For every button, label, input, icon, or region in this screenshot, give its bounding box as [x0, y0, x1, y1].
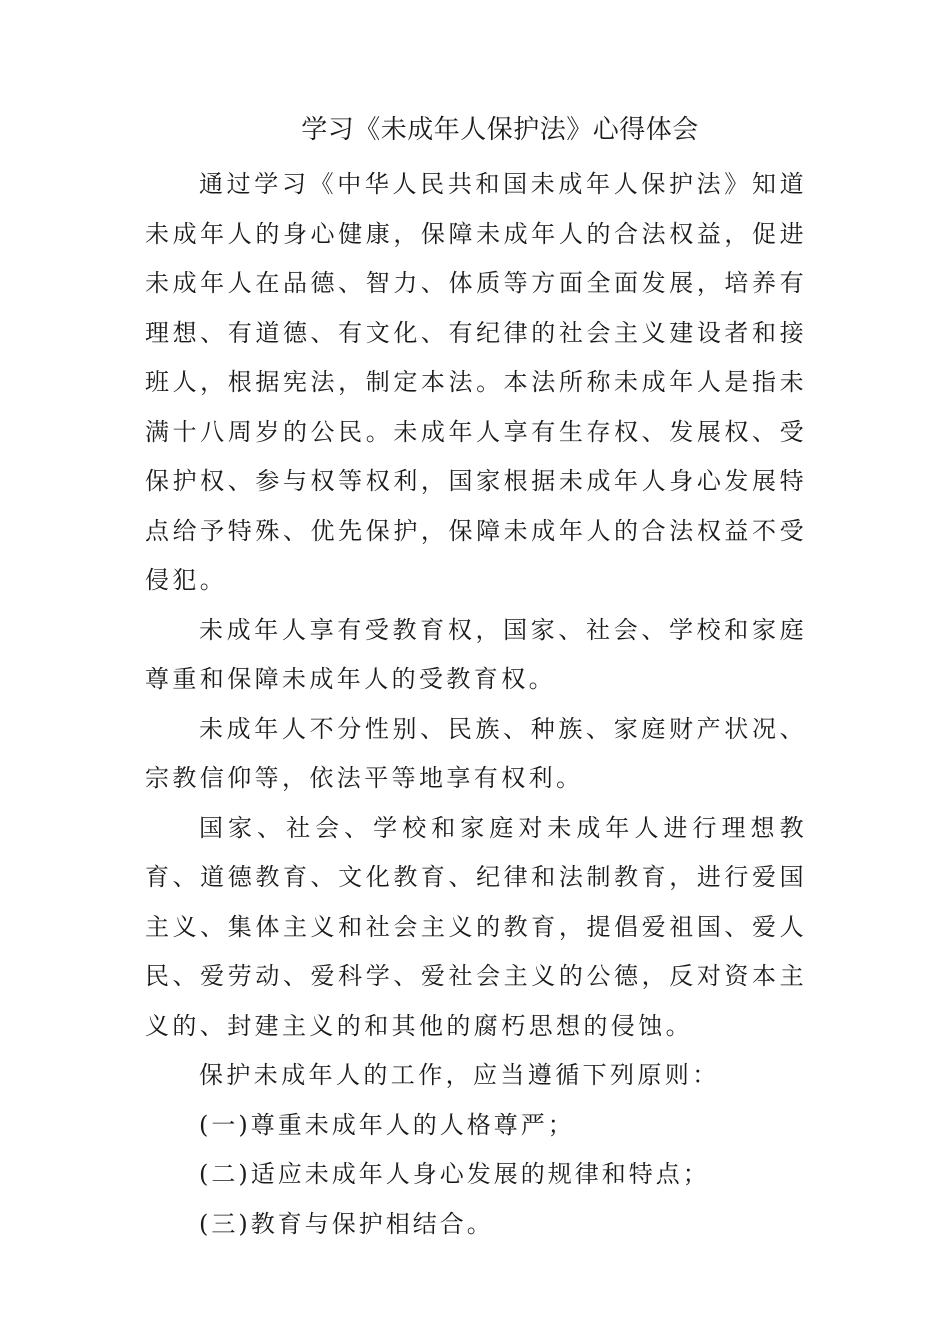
paragraph-education-right: 未成年人享有受教育权，国家、社会、学校和家庭尊重和保障未成年人的受教育权。 — [145, 615, 807, 693]
document-body — [145, 160, 807, 1249]
principle-item-3: (三)教育与保护相结合。 — [199, 1209, 494, 1238]
paragraph-intro: 通过学习《中华人民共和国未成年人保护法》知道未成年人的身心健康，保障未成年人的合法权益，促进未成年人在品德、智力、体质等方面全面发展，培养有理想、有道德、有文化、有纪律的社会主义建设者和接班人，根据宪法，制定本法。本法所称未成年人是指未满十八周岁的公民。未成年人享有生存权、发展权、受保护权、参与权等权利，国家根据未成年人身心发展特点给予特殊、优先保护，保障未成年人的合法权益不受侵犯。 — [145, 170, 807, 594]
principle-item-1: (一)尊重未成年人的人格尊严； — [199, 1110, 575, 1139]
paragraph-ideal-education: 国家、社会、学校和家庭对未成年人进行理想教育、道德教育、文化教育、纪律和法制教育，进行爱国主义、集体主义和社会主义的教育，提倡爱祖国、爱人民、爱劳动、爱科学、爱社会主义的公德，反对资本主义的、封建主义的和其他的腐朽思想的侵蚀。 — [145, 813, 807, 1040]
paragraph-principles-intro: 保护未成年人的工作，应当遵循下列原则： — [199, 1061, 720, 1089]
document-title: 学习《未成年人保护法》心得体会 — [301, 115, 699, 145]
paragraph-equal-rights: 未成年人不分性别、民族、种族、家庭财产状况、宗教信仰等，依法平等地享有权利。 — [145, 714, 807, 792]
principle-item-2: (二)适应未成年人身心发展的规律和特点； — [199, 1160, 710, 1188]
